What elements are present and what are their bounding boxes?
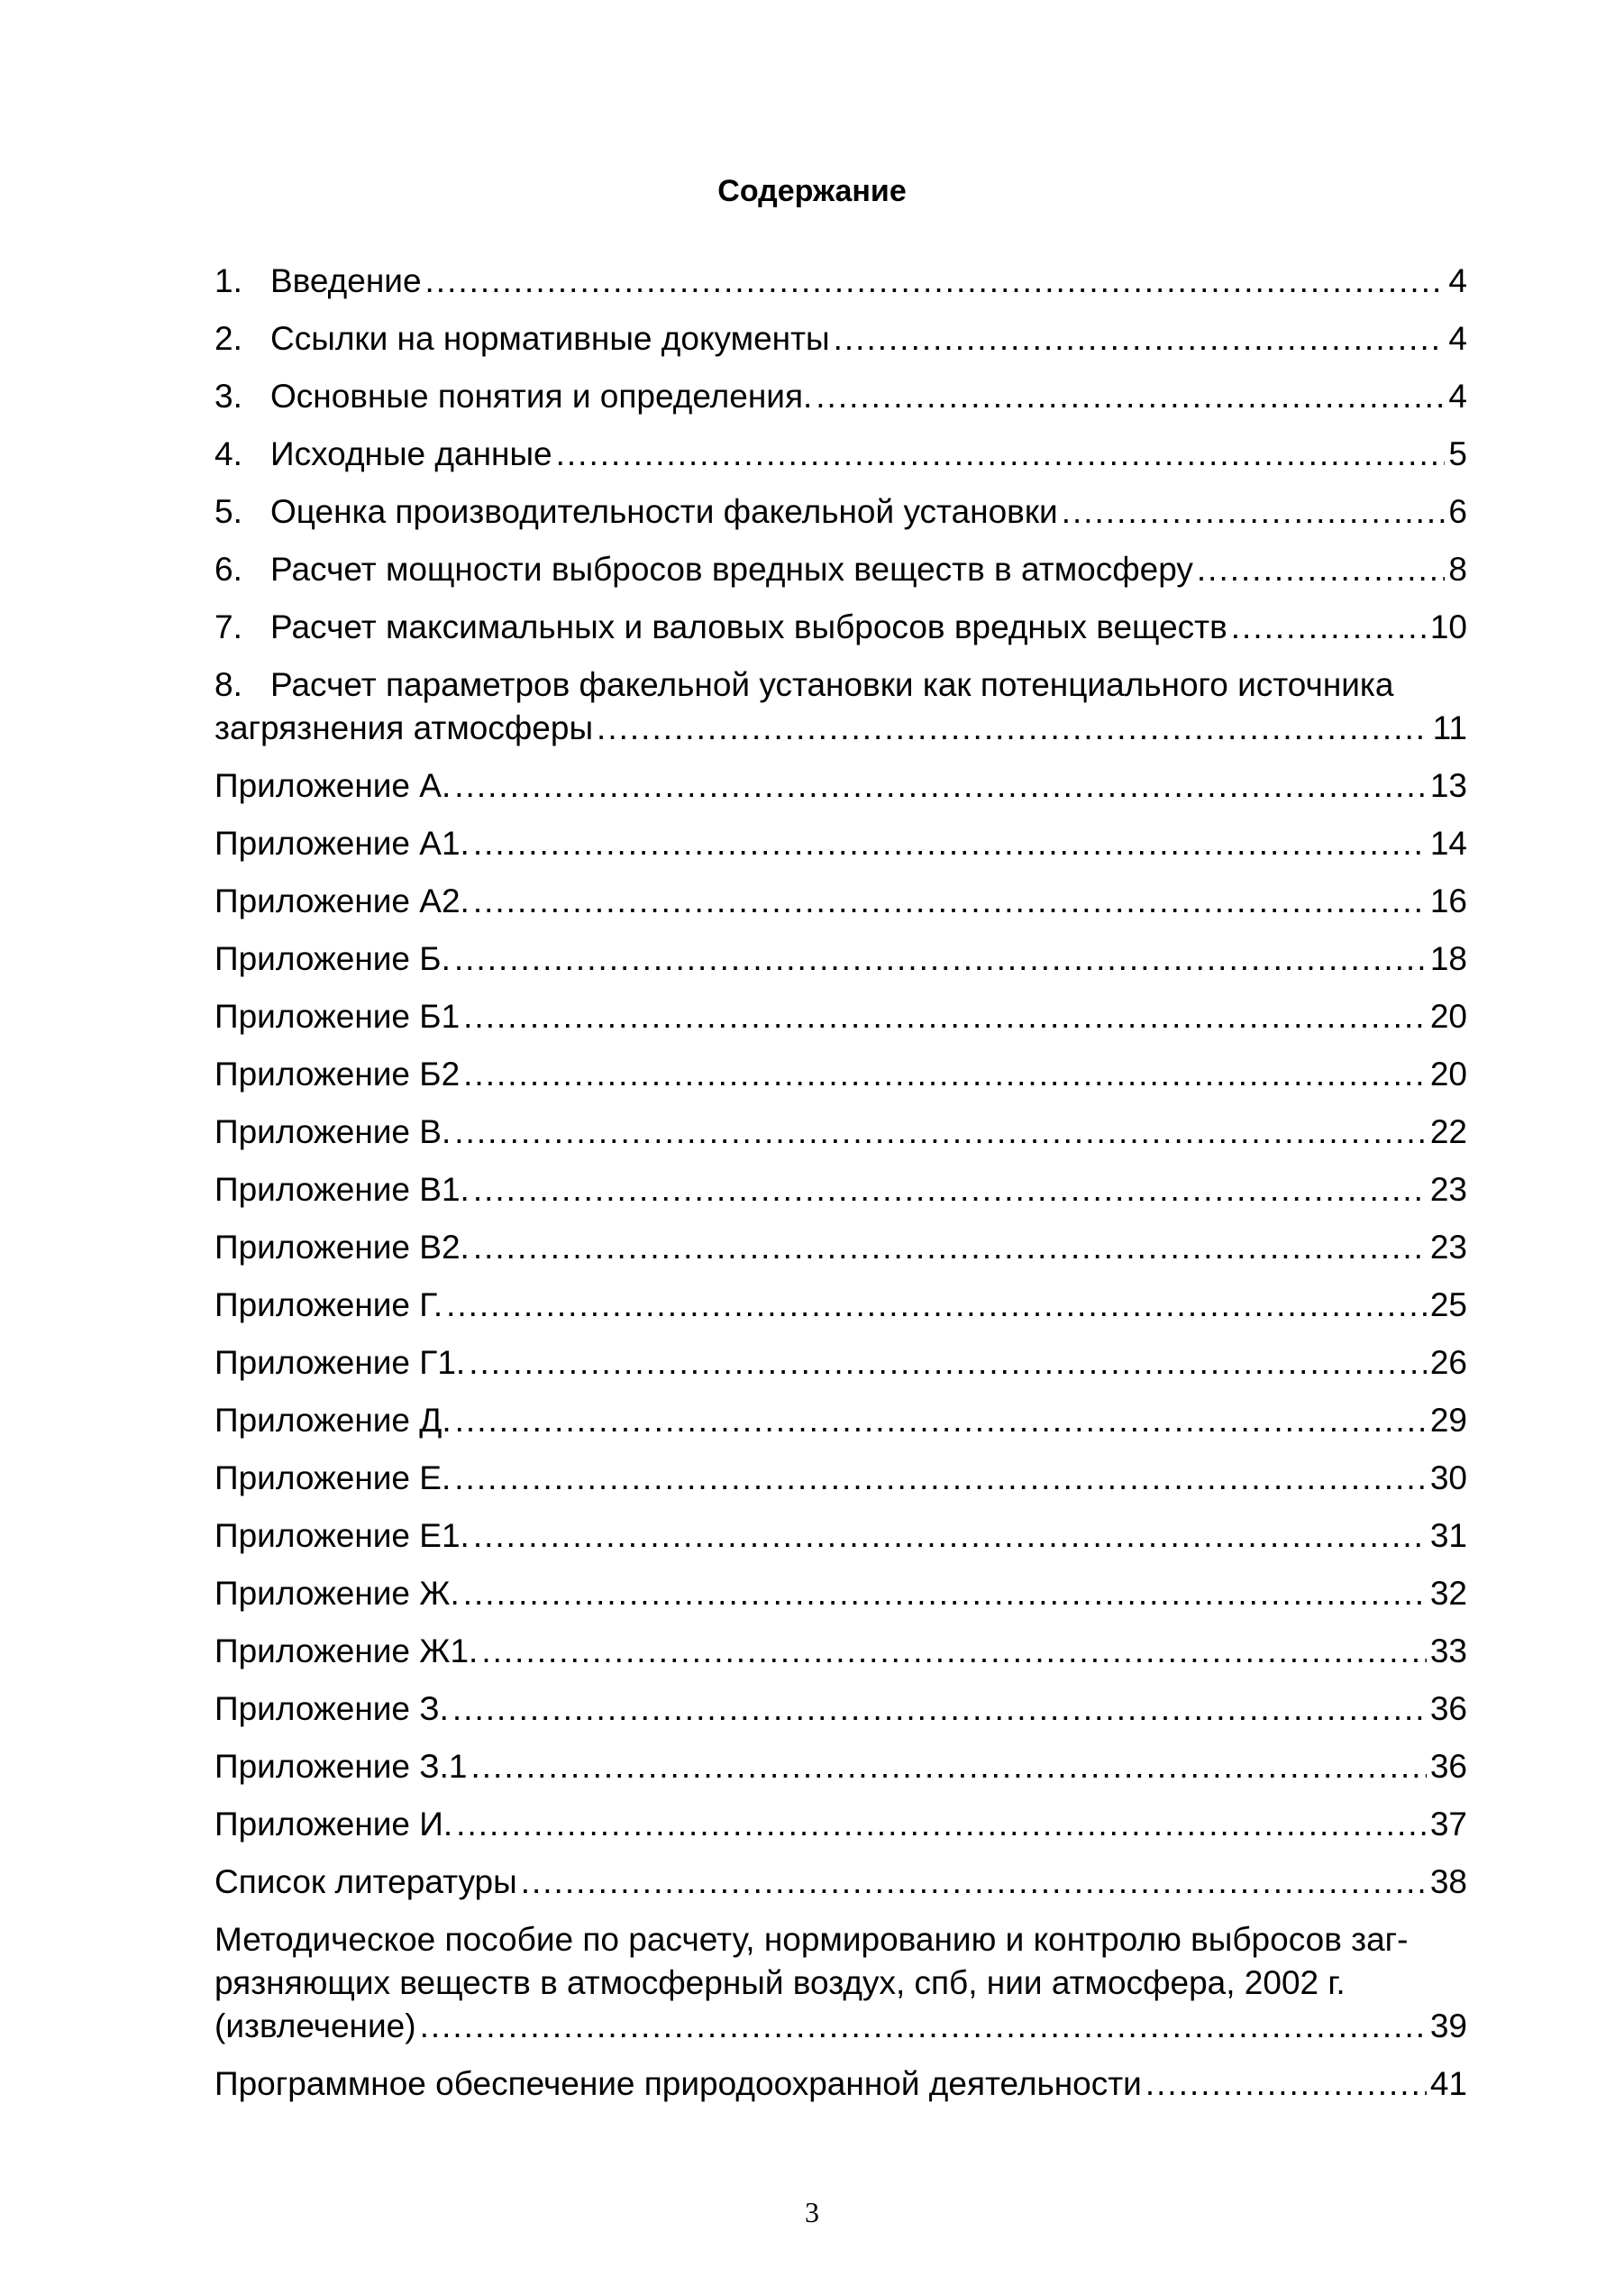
toc-entry-label: загрязнения атмосферы bbox=[214, 709, 594, 746]
toc-entry bbox=[214, 764, 1467, 808]
toc-leader-dots bbox=[463, 995, 1427, 1038]
toc-entry-label: Приложение Ж. bbox=[214, 1575, 460, 1612]
toc-entry-page: 39 bbox=[1429, 2007, 1467, 2044]
toc-entry-number: 5. bbox=[214, 493, 242, 530]
toc-entry-number: 4. bbox=[214, 435, 242, 472]
toc-entry-label: Приложение З. bbox=[214, 1690, 449, 1727]
page-number: 3 bbox=[805, 2196, 819, 2228]
toc-leader-dots bbox=[834, 317, 1446, 361]
toc-entry bbox=[214, 433, 1467, 476]
toc-entry-label: Приложение А2. bbox=[214, 882, 470, 919]
toc-entry-number: 1. bbox=[214, 262, 242, 299]
toc-leader-dots bbox=[521, 1861, 1427, 1904]
toc-entry-label: Приложение А. bbox=[214, 767, 452, 804]
toc-entry-label: Оценка производительности факельной установки bbox=[270, 493, 1058, 530]
toc-leader-dots bbox=[473, 1168, 1427, 1212]
toc-entry bbox=[214, 260, 1467, 303]
toc-leader-dots bbox=[456, 1803, 1427, 1846]
toc-entry-page: 32 bbox=[1429, 1575, 1467, 1612]
toc-entry-page: 16 bbox=[1429, 882, 1467, 919]
toc-entry bbox=[214, 1861, 1467, 1904]
toc-entry-page: 5 bbox=[1448, 435, 1467, 472]
toc-leader-dots bbox=[420, 2005, 1427, 2048]
toc-entry-page: 10 bbox=[1429, 608, 1467, 645]
toc-entry-label: Приложение З.1 bbox=[214, 1748, 468, 1785]
toc-entry bbox=[214, 1687, 1467, 1731]
toc-leader-dots bbox=[454, 1111, 1427, 1154]
toc-entry-page: 26 bbox=[1429, 1344, 1467, 1381]
toc-entry-label: Приложение Б2 bbox=[214, 1056, 461, 1093]
toc-entry-label: Приложение Г1. bbox=[214, 1344, 466, 1381]
toc-entry bbox=[214, 822, 1467, 865]
toc-leader-dots bbox=[463, 1053, 1427, 1096]
toc-entry-page: 30 bbox=[1429, 1459, 1467, 1496]
toc-entry-label: Ссылки на нормативные документы bbox=[270, 320, 830, 357]
toc-entry bbox=[214, 937, 1467, 981]
toc-leader-dots bbox=[1062, 490, 1446, 534]
toc-leader-dots bbox=[597, 707, 1429, 750]
toc-entry-number: 3. bbox=[214, 378, 242, 415]
toc-entry bbox=[214, 490, 1467, 534]
toc-entry-page: 20 bbox=[1429, 1056, 1467, 1093]
toc-leader-dots bbox=[454, 764, 1427, 808]
toc-entry bbox=[214, 375, 1467, 418]
toc-entry bbox=[214, 880, 1467, 923]
toc-entry bbox=[214, 1457, 1467, 1500]
toc-entry-page: 33 bbox=[1429, 1632, 1467, 1669]
toc-entry bbox=[214, 1168, 1467, 1212]
toc-leader-dots bbox=[481, 1630, 1427, 1673]
toc-entry-label: Приложение Г. bbox=[214, 1286, 443, 1323]
toc-entry-page: 41 bbox=[1429, 2065, 1467, 2102]
toc-entry-number: 6. bbox=[214, 551, 242, 588]
toc-entry-label: Приложение Б1 bbox=[214, 998, 461, 1035]
toc-entry-label: Приложение Е1. bbox=[214, 1517, 470, 1554]
toc-entry-page: 4 bbox=[1448, 378, 1467, 415]
toc-leader-dots bbox=[1231, 606, 1427, 649]
toc-entry bbox=[214, 606, 1467, 649]
toc-entry bbox=[214, 548, 1467, 591]
toc-entry-page: 20 bbox=[1429, 998, 1467, 1035]
toc-entry-label: Приложение В2. bbox=[214, 1229, 470, 1266]
toc-leader-dots bbox=[455, 1399, 1427, 1442]
toc-entry-number: 7. bbox=[214, 608, 242, 645]
toc-entry-page: 11 bbox=[1432, 709, 1467, 746]
toc-entry-label: Программное обеспечение природоохранной деятельности bbox=[214, 2065, 1142, 2102]
toc-entry bbox=[214, 1803, 1467, 1846]
toc-entry bbox=[214, 1284, 1467, 1327]
toc-entry-label: Приложение В. bbox=[214, 1113, 452, 1150]
toc-entry-label: Расчет мощности выбросов вредных веществ в атмосферу bbox=[270, 551, 1193, 588]
toc-entry-page: 8 bbox=[1448, 551, 1467, 588]
toc-entry bbox=[214, 1630, 1467, 1673]
toc-entry-label: Приложение В1. bbox=[214, 1171, 470, 1208]
toc-leader-dots bbox=[454, 937, 1427, 981]
toc-leader-dots bbox=[454, 1457, 1427, 1500]
toc-entry-number: 2. bbox=[214, 320, 242, 357]
toc-leader-dots bbox=[473, 1226, 1427, 1269]
toc-entry bbox=[214, 1111, 1467, 1154]
toc-entry bbox=[214, 2062, 1467, 2106]
toc-entry-page: 36 bbox=[1429, 1690, 1467, 1727]
toc-entry-page: 4 bbox=[1448, 320, 1467, 357]
toc-entry bbox=[214, 1341, 1467, 1385]
toc-entry bbox=[214, 1399, 1467, 1442]
toc-leader-dots bbox=[473, 822, 1427, 865]
toc-leader-dots bbox=[473, 880, 1427, 923]
toc-entry-page: 22 bbox=[1429, 1113, 1467, 1150]
toc-entry-label: Приложение А1. bbox=[214, 825, 470, 862]
toc-leader-dots bbox=[425, 260, 1446, 303]
toc-leader-dots bbox=[469, 1341, 1427, 1385]
toc-entry-page: 13 bbox=[1429, 767, 1467, 804]
toc-leader-dots bbox=[473, 1514, 1427, 1558]
toc-leader-dots bbox=[816, 375, 1445, 418]
table-of-contents bbox=[214, 260, 1467, 2120]
toc-leader-dots bbox=[1197, 548, 1446, 591]
toc-entry-label: Приложение Ж1. bbox=[214, 1632, 479, 1669]
toc-entry-label: Расчет максимальных и валовых выбросов вредных веществ bbox=[270, 608, 1227, 645]
toc-entry bbox=[214, 1918, 1467, 2048]
toc-entry-page: 23 bbox=[1429, 1229, 1467, 1266]
toc-entry bbox=[214, 995, 1467, 1038]
toc-leader-dots bbox=[471, 1745, 1427, 1788]
toc-leader-dots bbox=[1145, 2062, 1427, 2106]
toc-entry-page: 29 bbox=[1429, 1402, 1467, 1439]
toc-entry-page: 37 bbox=[1429, 1806, 1467, 1843]
toc-entry-lead: Методическое пособие по расчету, нормированию и контролю выбросов заг- bbox=[214, 1921, 1409, 1958]
toc-entry-label: Исходные данные bbox=[270, 435, 552, 472]
toc-entry-page: 38 bbox=[1429, 1863, 1467, 1900]
toc-entry-page: 25 bbox=[1429, 1286, 1467, 1323]
toc-entry-label: Введение bbox=[270, 262, 422, 299]
page-title: Содержание bbox=[717, 174, 907, 208]
toc-entry-page: 14 bbox=[1429, 825, 1467, 862]
toc-entry-lead: 8. Расчет параметров факельной установки как потенциального источника bbox=[214, 663, 1467, 707]
toc-entry-page: 36 bbox=[1429, 1748, 1467, 1785]
toc-leader-dots bbox=[463, 1572, 1427, 1615]
toc-leader-dots bbox=[446, 1284, 1427, 1327]
toc-entry-page: 18 bbox=[1429, 940, 1467, 977]
toc-entry-page: 23 bbox=[1429, 1171, 1467, 1208]
toc-entry-label: Приложение Д. bbox=[214, 1402, 452, 1439]
toc-entry-page: 4 bbox=[1448, 262, 1467, 299]
toc-entry bbox=[214, 1053, 1467, 1096]
toc-entry-lead: рязняющих веществ в атмосферный воздух, спб, нии атмосфера, 2002 г. bbox=[214, 1964, 1346, 2001]
toc-leader-dots bbox=[556, 433, 1446, 476]
toc-entry bbox=[214, 1514, 1467, 1558]
toc-entry-label: Приложение И. bbox=[214, 1806, 453, 1843]
toc-entry-label: Основные понятия и определения. bbox=[270, 378, 813, 415]
toc-entry bbox=[214, 663, 1467, 750]
toc-entry-page: 6 bbox=[1448, 493, 1467, 530]
toc-entry bbox=[214, 1226, 1467, 1269]
toc-entry-label: (извлечение) bbox=[214, 2007, 416, 2044]
toc-entry bbox=[214, 1745, 1467, 1788]
toc-leader-dots bbox=[452, 1687, 1427, 1731]
toc-entry bbox=[214, 1572, 1467, 1615]
toc-entry-label: Приложение Е. bbox=[214, 1459, 452, 1496]
toc-entry-number: 8. bbox=[214, 666, 242, 703]
toc-entry bbox=[214, 317, 1467, 361]
toc-entry-page: 31 bbox=[1429, 1517, 1467, 1554]
toc-entry-label: Список литературы bbox=[214, 1863, 517, 1900]
toc-entry-label: Приложение Б. bbox=[214, 940, 451, 977]
